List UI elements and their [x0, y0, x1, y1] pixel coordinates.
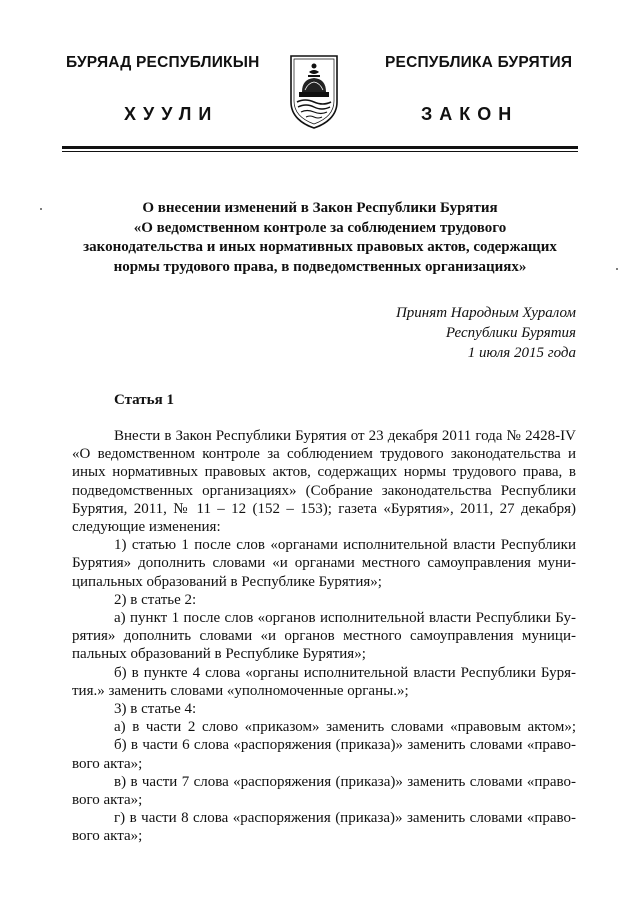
body-line: г) в части 8 слова «распоряжения (приказа)» заменить словами «право-	[114, 810, 576, 827]
adoption-date: 1 июля 2015 года	[467, 345, 576, 361]
title-line: О внесении изменений в Закон Республики Бурятия	[142, 200, 498, 216]
body-line: б) в части 6 слова «распоряжения (приказа)» заменить словами «право-	[114, 737, 576, 754]
adoption-line: Принят Народным Хуралом	[395, 305, 576, 321]
body-line: вого акта»;	[72, 828, 143, 845]
body-line: Бурятия, 2011, № 11 – 12 (152 – 153); газета «Бурятия», 2011, 27 декабря)	[72, 500, 576, 517]
body-line: а) пункт 1 после слов «органов исполнительной власти Республики Бу-	[114, 610, 576, 627]
body-line: иных нормативных правовых актов, содержащих нормы трудового права, в	[72, 464, 576, 481]
header-rule-thick	[62, 146, 578, 149]
header-left-law: ХУУЛИ	[124, 104, 219, 124]
body-line: 3) в статье 4:	[114, 701, 197, 718]
header-rule-thin	[62, 151, 578, 152]
body-line: тия.» заменить словами «уполномоченные органы.»;	[72, 682, 409, 699]
body-line: вого акта»;	[72, 755, 143, 772]
body-line: вого акта»;	[72, 792, 143, 809]
body-line: подведомственных организациях» (Собрание законодательства Республики	[72, 482, 576, 499]
body-line: а) в части 2 слово «приказом» заменить словами «правовым актом»;	[114, 719, 576, 736]
title-line: нормы трудового права, в подведомственных организациях»	[113, 258, 527, 275]
scan-speck	[616, 268, 618, 270]
adoption-line: Республики Бурятия	[445, 325, 576, 341]
body-line: «О ведомственном контроле за соблюдением трудового законодательства и	[72, 446, 576, 463]
body-line: 1) статью 1 после слов «органами исполнительной власти Республики	[114, 537, 576, 554]
title-line: «О ведомственном контроле за соблюдением трудового	[133, 219, 507, 236]
body-line: б) в пункте 4 слова «органы исполнительной власти Республики Буря-	[114, 664, 576, 681]
body-line: Внести в Закон Республики Бурятия от 23 декабря 2011 года № 2428-IV	[114, 428, 576, 444]
article-1-body	[72, 427, 576, 846]
header-left-republic: БУРЯАД РЕСПУБЛИКЫН	[66, 54, 260, 71]
header-right-republic: РЕСПУБЛИКА БУРЯТИЯ	[385, 54, 573, 71]
body-line: ципальных образований в Республике Бурятия»;	[72, 573, 382, 590]
article-1-heading: Статья 1	[114, 392, 174, 408]
body-line: следующие изменения:	[72, 519, 221, 536]
coat-of-arms-icon	[288, 52, 340, 130]
title-line: законодательства и иных нормативных правовых актов, содержащих	[83, 239, 557, 255]
body-line: пальных образований в Республике Бурятия»;	[72, 646, 366, 663]
law-title	[62, 199, 578, 277]
body-line: 2) в статье 2:	[114, 591, 197, 608]
header-right-law: ЗАКОН	[421, 104, 519, 124]
body-line: в) в части 7 слова «распоряжения (приказа)» заменить словами «право-	[114, 773, 576, 790]
scan-speck	[40, 208, 42, 210]
body-line: рятия» дополнить словами «и органов местного самоуправления муници-	[72, 628, 576, 645]
body-line: Бурятия» дополнить словами «и органами местного самоуправления муни-	[72, 555, 576, 572]
adoption-note	[300, 303, 576, 363]
